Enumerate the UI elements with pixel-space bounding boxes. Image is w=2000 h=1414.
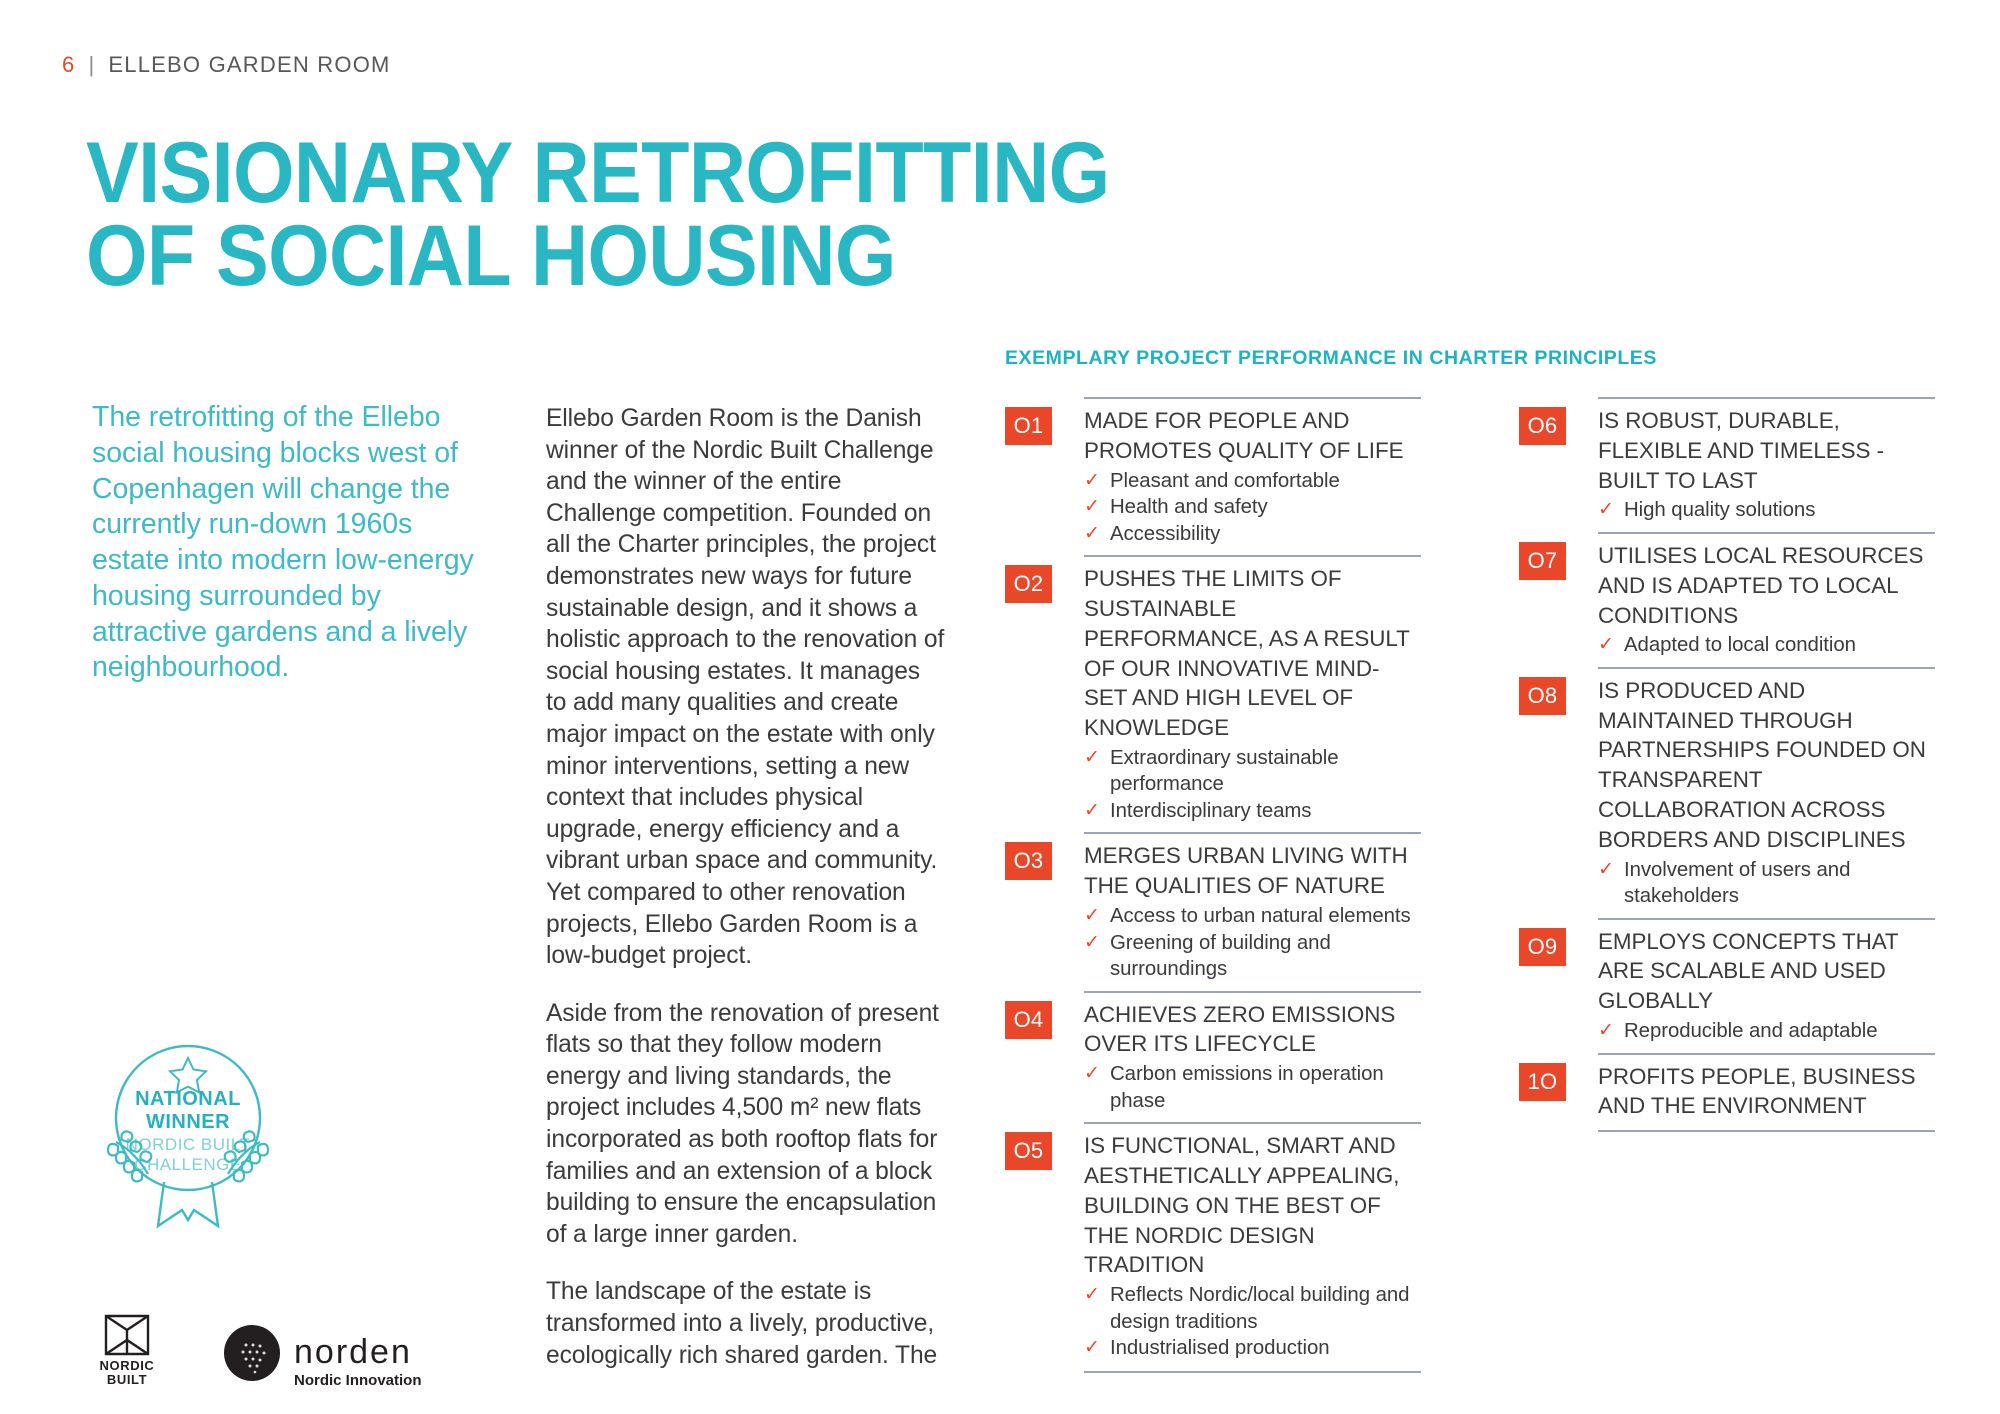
principle-item-label: Greening of building and surroundings	[1110, 931, 1331, 981]
principle-item	[1084, 494, 1421, 521]
charter-principle	[1005, 832, 1421, 990]
check-icon: ✓	[1598, 1020, 1614, 1042]
check-icon: ✓	[1084, 746, 1100, 768]
charter-principles-panel	[1005, 347, 1935, 1381]
principle-item-label: Extraordinary sustainable performance	[1110, 746, 1339, 796]
principle-title: MERGES URBAN LIVING WITH THE QUALITIES OF NATURE	[1084, 843, 1408, 899]
principle-item-label: Adapted to local condition	[1624, 634, 1856, 657]
norden-logo-graphic	[222, 1323, 442, 1393]
principle-title: IS PRODUCED AND MAINTAINED THROUGH PARTNERSHIPS FOUNDED ON TRANSPARENT COLLABORATION ACROSS BORDERS AND DISCIPLINES	[1598, 677, 1926, 852]
runhead-separator: |	[88, 52, 96, 77]
nordic-built-line-1: NORDIC	[99, 1358, 155, 1373]
check-icon: ✓	[1084, 469, 1100, 491]
principle-item-label: High quality solutions	[1624, 499, 1816, 522]
principle-item-list	[1084, 1061, 1421, 1114]
principle-body	[1598, 667, 1935, 910]
principle-item-label: Involvement of users and stakeholders	[1624, 858, 1851, 908]
principle-number-badge: O3	[1005, 842, 1052, 880]
seal-graphic	[98, 1030, 278, 1230]
principle-body	[1084, 555, 1421, 824]
check-icon: ✓	[1084, 799, 1100, 821]
principle-item-list	[1598, 1018, 1935, 1045]
principle-item-label: Accessibility	[1110, 522, 1221, 545]
principle-body	[1084, 397, 1421, 547]
principle-item-list	[1084, 1282, 1421, 1362]
body-paragraph-3: The landscape of the estate is transformed into a lively, productive, ecologically rich shared garden. The	[546, 1278, 938, 1369]
principle-number-badge: O1	[1005, 407, 1052, 445]
charter-principles-columns	[1005, 397, 1935, 1381]
principle-item	[1084, 1282, 1421, 1335]
charter-principle	[1519, 1053, 1935, 1141]
page-title-line-1: VISIONARY RETROFITTING	[86, 125, 1110, 221]
principle-body	[1598, 1053, 1935, 1133]
principle-number-badge: O8	[1519, 677, 1566, 715]
principle-item-label: Interdisciplinary teams	[1110, 799, 1312, 822]
charter-principle	[1005, 1122, 1421, 1381]
principle-body	[1084, 991, 1421, 1115]
check-icon: ✓	[1084, 496, 1100, 518]
running-head	[62, 52, 391, 78]
check-icon: ✓	[1084, 1337, 1100, 1359]
charter-principles-left-column	[1005, 397, 1421, 1381]
principle-item-list	[1084, 468, 1421, 548]
norden-tagline: Nordic Innovation	[294, 1372, 422, 1389]
principle-item	[1084, 798, 1421, 825]
check-icon: ✓	[1084, 1284, 1100, 1306]
principle-item	[1598, 497, 1935, 524]
principle-title: IS FUNCTIONAL, SMART AND AESTHETICALLY APPEALING, BUILDING ON THE BEST OF THE NORDIC DESIGN TRADITION	[1084, 1133, 1400, 1278]
charter-principle	[1519, 397, 1935, 532]
principle-item	[1598, 857, 1935, 910]
principle-item	[1084, 1335, 1421, 1362]
principle-number-badge: O2	[1005, 565, 1052, 603]
check-icon: ✓	[1084, 522, 1100, 544]
principle-title: MADE FOR PEOPLE AND PROMOTES QUALITY OF LIFE	[1084, 408, 1404, 463]
document-name: ELLEBO GARDEN ROOM	[108, 52, 391, 77]
check-icon: ✓	[1084, 905, 1100, 927]
norden-logo	[222, 1323, 442, 1393]
charter-principle	[1005, 397, 1421, 555]
principle-title: ACHIEVES ZERO EMISSIONS OVER ITS LIFECYCLE	[1084, 1001, 1396, 1057]
page-title	[86, 125, 1110, 305]
principle-item-list	[1084, 745, 1421, 825]
principle-title: UTILISES LOCAL RESOURCES AND IS ADAPTED TO LOCAL CONDITIONS	[1598, 542, 1924, 628]
principle-closing-rule	[1598, 1130, 1935, 1132]
body-column	[546, 403, 946, 1371]
nordic-built-line-2: BUILT	[106, 1372, 148, 1387]
principle-body	[1598, 532, 1935, 659]
principle-number-badge: O4	[1005, 1001, 1052, 1039]
nordic-built-cube-icon	[92, 1310, 162, 1388]
principle-body	[1598, 397, 1935, 524]
seal-line-3: NORDIC BUILT	[125, 1135, 251, 1154]
principle-item	[1084, 521, 1421, 548]
principle-item-label: Industrialised production	[1110, 1337, 1330, 1360]
principle-item	[1598, 632, 1935, 659]
principle-body	[1598, 918, 1935, 1045]
principle-closing-rule	[1084, 1371, 1421, 1373]
principle-item-list	[1598, 632, 1935, 659]
charter-principles-heading: EXEMPLARY PROJECT PERFORMANCE IN CHARTER PRINCIPLES	[1005, 347, 1657, 369]
seal-line-2: WINNER	[145, 1111, 231, 1133]
nordic-built-logo	[92, 1310, 160, 1393]
principle-item-label: Reproducible and adaptable	[1624, 1020, 1878, 1043]
check-icon: ✓	[1084, 931, 1100, 953]
principle-item	[1084, 1061, 1421, 1114]
principle-number-badge: O9	[1519, 928, 1566, 966]
principle-item-list	[1598, 857, 1935, 910]
principle-title: IS ROBUST, DURABLE, FLEXIBLE AND TIMELESS - BUILT TO LAST	[1598, 408, 1885, 493]
seal-line-4: CHALLENGE	[134, 1155, 242, 1174]
check-icon: ✓	[1598, 858, 1614, 880]
principle-number-badge: O7	[1519, 542, 1566, 580]
body-paragraph-2: Aside from the renovation of present flats so that they follow modern energy and living standards, the project includes 4,500 m² new flats incorporated as both rooftop flats for families and an extension of a block building to ensure the encapsulation of a large inner garden.	[546, 999, 939, 1248]
lead-paragraph: The retrofitting of the Ellebo social housing blocks west of Copenhagen will change the currently run-down 1960s estate into modern low-energy housing surrounded by attractive gardens and a lively neighbourhood.	[92, 401, 474, 684]
principle-title: PUSHES THE LIMITS OF SUSTAINABLE PERFORMANCE, AS A RESULT OF OUR INNOVATIVE MIND-SET AND HIGH LEVEL OF KNOWLEDGE	[1084, 566, 1410, 741]
principle-number-badge: 1O	[1519, 1063, 1566, 1101]
principle-item-label: Health and safety	[1110, 496, 1268, 519]
charter-principle	[1519, 532, 1935, 667]
check-icon: ✓	[1598, 499, 1614, 521]
principle-item-label: Reflects Nordic/local building and design traditions	[1110, 1284, 1410, 1333]
charter-principle	[1519, 667, 1935, 918]
principle-item	[1084, 745, 1421, 798]
charter-principle	[1519, 918, 1935, 1053]
page-title-line-2: OF SOCIAL HOUSING	[86, 208, 896, 305]
norden-dot-sphere-icon	[224, 1325, 280, 1381]
seal-line-1: NATIONAL	[135, 1088, 241, 1110]
principle-item-list	[1084, 903, 1421, 983]
principle-number-badge: O6	[1519, 407, 1566, 445]
principle-item-label: Pleasant and comfortable	[1110, 469, 1340, 492]
principle-item	[1084, 468, 1421, 495]
principle-title: EMPLOYS CONCEPTS THAT ARE SCALABLE AND USED GLOBALLY	[1598, 928, 1899, 1014]
principle-number-badge: O5	[1005, 1132, 1052, 1170]
principle-body	[1084, 1122, 1421, 1373]
check-icon: ✓	[1598, 634, 1614, 656]
page-number: 6	[62, 52, 76, 77]
principle-item-label: Carbon emissions in operation phase	[1110, 1063, 1384, 1112]
charter-principle	[1005, 991, 1421, 1123]
principle-item	[1598, 1018, 1935, 1045]
principle-item	[1084, 930, 1421, 983]
principle-item	[1084, 903, 1421, 930]
charter-principle	[1005, 555, 1421, 832]
principle-title: PROFITS PEOPLE, BUSINESS AND THE ENVIRONMENT	[1598, 1063, 1916, 1119]
principle-item-label: Access to urban natural elements	[1110, 905, 1411, 928]
check-icon: ✓	[1084, 1063, 1100, 1085]
norden-wordmark: norden	[294, 1333, 412, 1371]
body-paragraph-1: Ellebo Garden Room is the Danish winner of the Nordic Built Challenge and the winner of the entire Challenge competition. Founded on all the Charter principles, the project demonstrates new ways for future sustainable design, and it shows a holistic approach to the renovation of social housing estates. It manages to add many qualities and create major impact on the estate with only minor interventions, setting a new context that includes physical upgrade, energy efficiency and a vibrant urban space and community. Yet compared to other renovation projects, Ellebo Garden Room is a low-budget project.	[546, 405, 945, 970]
charter-principles-right-column	[1519, 397, 1935, 1381]
principle-item-list	[1598, 497, 1935, 524]
principle-body	[1084, 832, 1421, 982]
national-winner-seal	[98, 1030, 278, 1230]
ribbon-icon	[158, 1182, 218, 1226]
footer-logos	[92, 1310, 442, 1393]
